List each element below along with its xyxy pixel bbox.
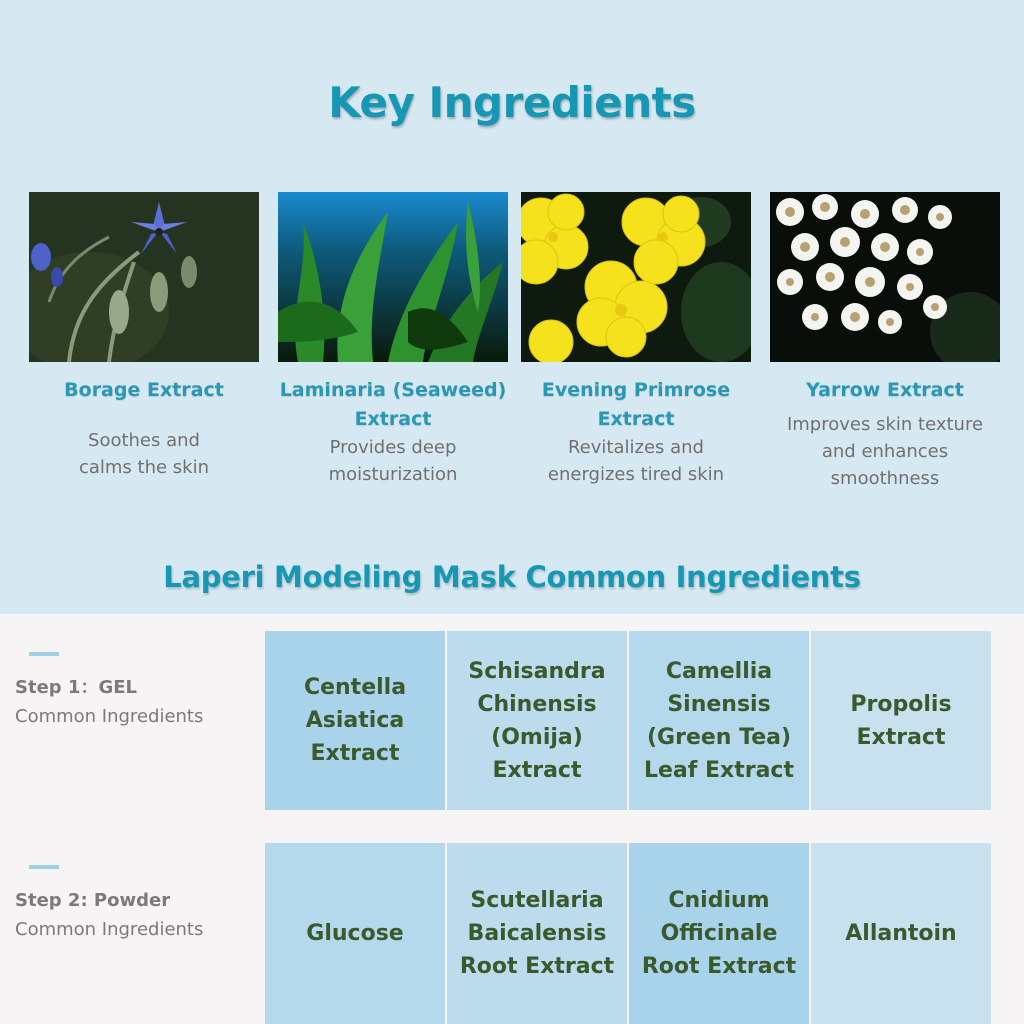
page-title: Key Ingredients <box>328 78 696 127</box>
ingredient-card-borage <box>29 192 259 481</box>
step-1-label <box>15 652 203 732</box>
dash-divider <box>29 652 59 656</box>
ingredient-name: Evening Primrose Extract <box>541 379 731 430</box>
ingredient-cell: Cnidium Officinale Root Extract <box>629 843 809 1024</box>
seaweed-photo <box>278 192 508 362</box>
ingredient-desc: Provides deep moisturization <box>328 437 458 485</box>
ingredient-cell: Schisandra Chinensis (Omija) Extract <box>447 631 627 810</box>
step-2-label <box>15 865 203 945</box>
primrose-flower-photo <box>521 192 751 362</box>
step-sublabel: Common Ingredients <box>15 919 204 940</box>
step-sublabel: Common Ingredients <box>15 706 204 727</box>
ingredient-desc: Improves skin texture and enhances smoothness <box>786 414 984 489</box>
ingredient-cell: Centella Asiatica Extract <box>265 631 445 810</box>
borage-flower-photo <box>29 192 259 362</box>
ingredient-name: Borage Extract <box>64 379 224 401</box>
ingredient-name: Yarrow Extract <box>806 379 964 401</box>
ingredient-cell: Glucose <box>265 843 445 1024</box>
ingredient-card-laminaria <box>278 192 508 488</box>
yarrow-flower-photo <box>770 192 1000 362</box>
ingredient-cell: Allantoin <box>811 843 991 1024</box>
ingredient-cell: Propolis Extract <box>811 631 991 810</box>
dash-divider <box>29 865 59 869</box>
ingredient-card-evening-primrose <box>521 192 751 488</box>
step-label: Step 2: Powder <box>15 890 171 911</box>
ingredient-desc: Revitalizes and energizes tired skin <box>547 437 725 485</box>
common-ingredients-title: Laperi Modeling Mask Common Ingredients <box>163 560 861 594</box>
ingredient-card-yarrow <box>770 192 1000 492</box>
ingredient-desc: Soothes and calms the skin <box>78 430 210 478</box>
ingredient-cell: Scutellaria Baicalensis Root Extract <box>447 843 627 1024</box>
ingredient-name: Laminaria (Seaweed) Extract <box>279 379 507 430</box>
step-label: Step 1：GEL <box>15 677 137 698</box>
ingredient-cell: Camellia Sinensis (Green Tea) Leaf Extract <box>629 631 809 810</box>
